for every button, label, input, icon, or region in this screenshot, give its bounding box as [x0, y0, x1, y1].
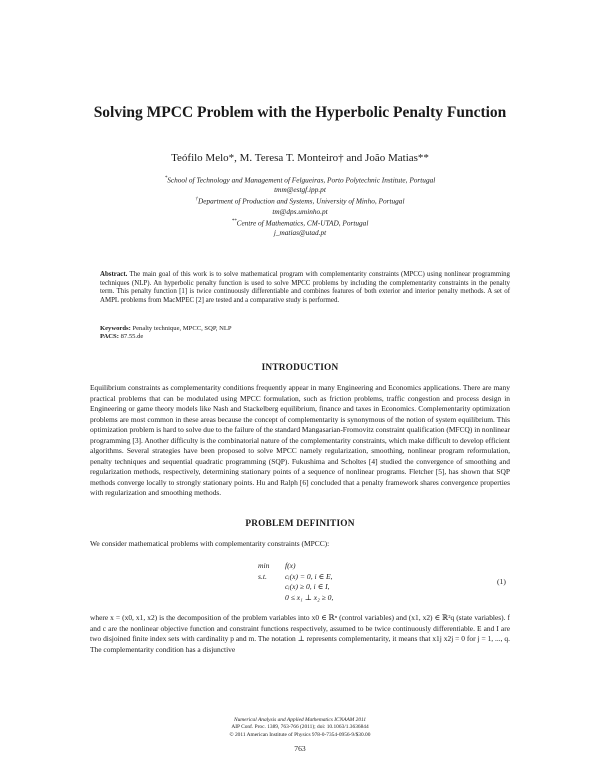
- affiliation-line: **Centre of Mathematics, CM-UTAD, Portugal: [231, 218, 369, 228]
- introduction-paragraph: Equilibrium constraints as complementarity conditions frequently appear in many Engineering and Economics applications. There are many practical problems that can be modulated using MPCC formulation, such as friction problems, traffic congestion and process design in Engineering or game theory models like Nash and Stackelberg equilibrium, finance and taxes in Economics. Complementarity optimization problems are most common in these areas because the concept of complementarity is synonymous of the notion of system equilibrium. This optimization problem is hard to solve due to the failure of the standard Mangasarian-Fromovitz constraint qualification (MFCQ) in nonlinear programming [3]. Another difficulty is the combinatorial nature of the complementarity constraints, which make difficult to develop efficient algorithms. Several strategies have been proposed to solve MPCC namely regularization, smoothing, nonlinear program reformulation, penalty techniques and sequential quadratic programming (SQP). Fukushima and Scholtes [4] studied the convergence of smoothing and regularization methods, respectively, determining stationary points of a sequence of nonlinear programs. Fletcher [5], has shown that SQP methods converge locally to strongly stationary points. Hu and Ralph [6] concluded that a penalty framework shares convergence properties with regularization and smoothing methods.: [90, 383, 510, 497]
- keywords-label: Keywords:: [100, 325, 131, 332]
- abstract: [100, 271, 510, 306]
- mpcc-equation: [258, 561, 333, 603]
- problem-definition-paragraph: where x = (x0, x1, x2) is the decomposition of the problem variables into x0 ∈ ℝⁿ (control variables) and (x1, x2) ∈ ℝ²q (state variables). f and c are the nonlinear objective function and constraint functions respectively, assumed to be twice continuously differentiable. E and I are two disjoined finite index sets with cardinality p and m. The notation ⊥ represents complementarity, it means that x1j x2j = 0 for j = 1, ..., q. The complementarity condition has a disjunctive: [90, 613, 510, 654]
- problem-lead-text: We consider mathematical problems with complementarity constraints (MPCC):: [90, 539, 330, 548]
- proceedings-citation: AIP Conf. Proc. 1389, 763-766 (2011); doi: 10.1063/1.3636844: [231, 724, 369, 731]
- pacs-label: PACS:: [100, 333, 119, 340]
- equation-row: 0 ≤ x₁ ⊥ x₂ ≥ 0,: [285, 592, 334, 602]
- page-number: 763: [294, 744, 306, 753]
- affiliation-email: tm@dps.uminho.pt: [272, 206, 328, 216]
- affiliation-block: [60, 174, 540, 238]
- section-heading-problem-definition: PROBLEM DEFINITION: [245, 519, 355, 529]
- copyright-line: © 2011 American Institute of Physics 978-0-7354-0956-9/$30.00: [229, 731, 371, 738]
- affiliation-line: *School of Technology and Management of Felgueiras, Porto Polytechnic Institute, Portugal: [164, 175, 436, 185]
- affiliation-email: tmm@estgf.ipp.pt: [274, 185, 326, 195]
- publication-footer: [90, 717, 510, 739]
- equation-row: s.t. cᵢ(x) = 0, i ∈ E,: [258, 571, 333, 581]
- pacs-text: 87.55.de: [120, 333, 144, 340]
- paper-title: Solving MPCC Problem with the Hyperbolic Penalty Function: [93, 104, 507, 121]
- conference-name: Numerical Analysis and Applied Mathematics ICNAAM 2011: [233, 717, 367, 723]
- affiliation-line: †Department of Production and Systems, University of Minho, Portugal: [195, 196, 405, 206]
- abstract-label: Abstract.: [100, 271, 128, 278]
- keywords-text: Penalty technique, MPCC, SQP, NLP: [132, 325, 232, 332]
- pacs-line: [100, 333, 510, 342]
- section-heading-introduction: INTRODUCTION: [261, 363, 339, 373]
- author-list: Teófilo Melo*, M. Teresa T. Monteiro† and João Matias**: [171, 152, 429, 164]
- affiliation-email: j_matias@utad.pt: [273, 228, 327, 238]
- equation-row: cᵢ(x) ≥ 0, i ∈ I,: [285, 582, 330, 591]
- equation-row: min f(x): [258, 561, 296, 570]
- equation-number: (1): [497, 577, 506, 586]
- abstract-text: The main goal of this work is to solve mathematical program with complementarity constraints (MPCC) using nonlinear programming techniques (NLP). An hyperbolic penalty function is used to solve MPCC problems by including the complementarity constraints in the penalty term. This penalty function [1] is twice continuously differentiable and combines features of both exterior and interior penalty methods. A set of AMPL problems from MacMPEC [2] are tested and a comparative study is performed.: [100, 271, 510, 305]
